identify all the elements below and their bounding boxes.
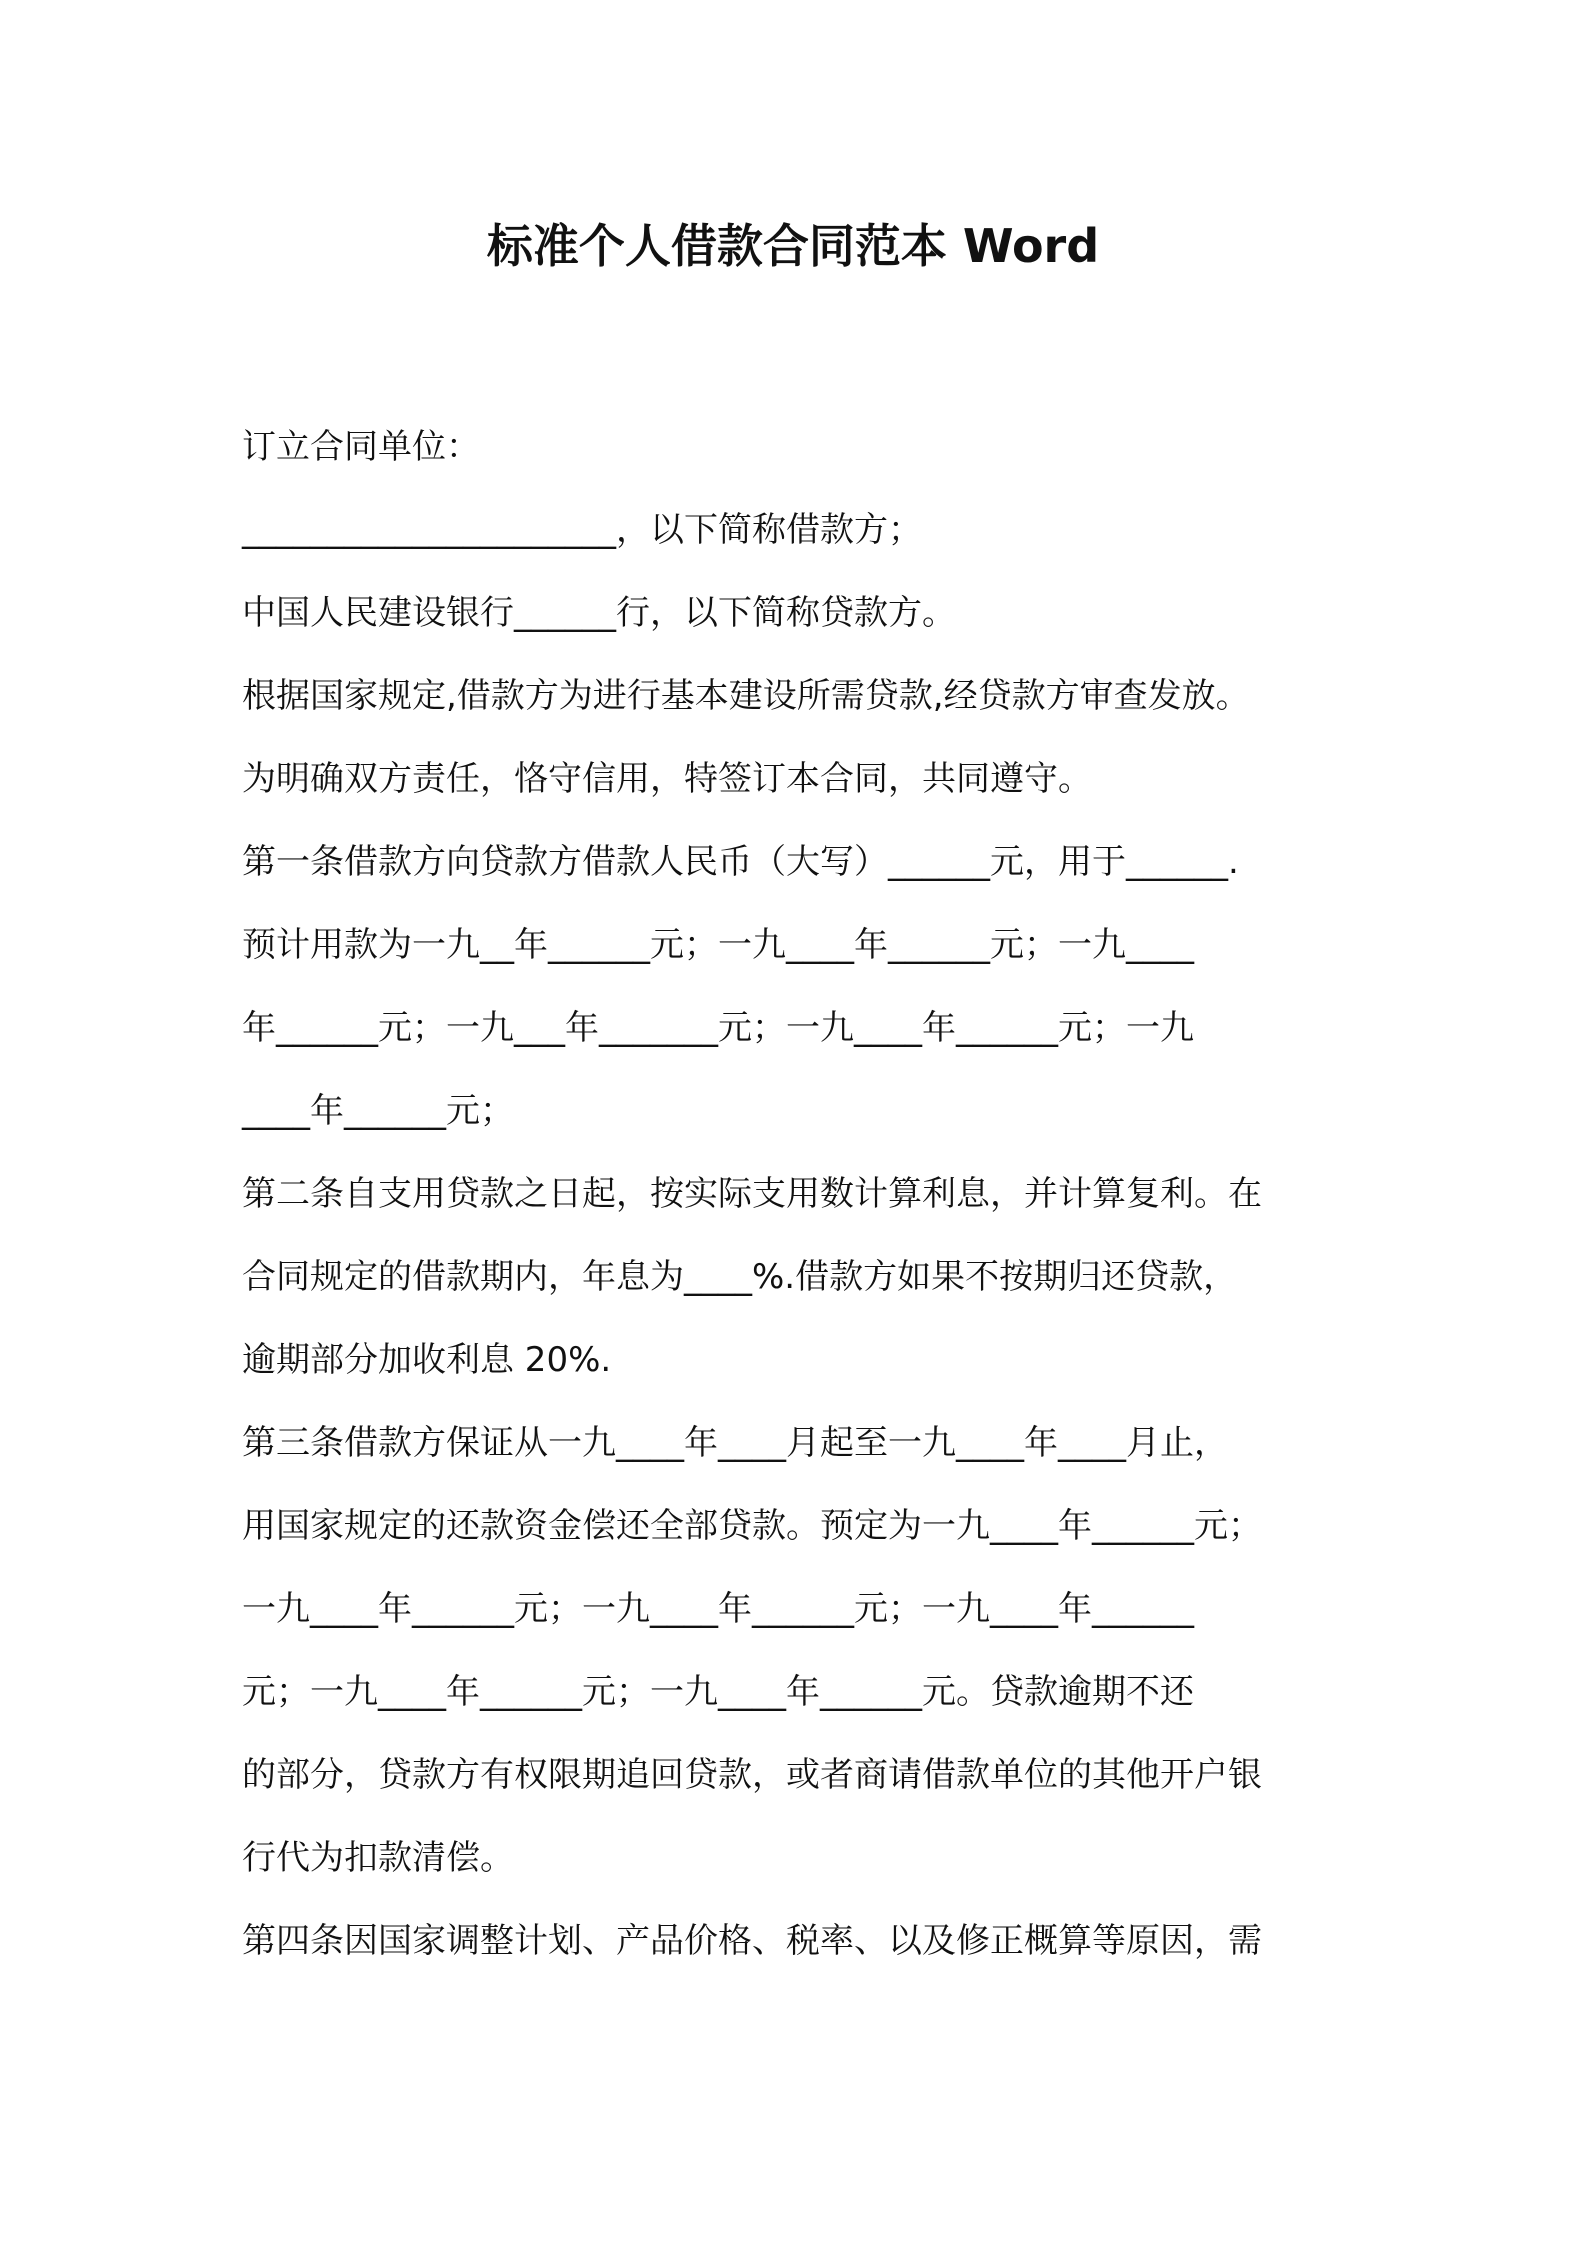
paragraph-line: ____年______元； xyxy=(242,1091,514,1131)
paragraph-line: 中国人民建设银行______行，以下简称贷款方。 xyxy=(242,593,956,633)
paragraph-line: 预计用款为一九__年______元；一九____年______元；一九____ xyxy=(242,925,1194,965)
paragraph-line: 第一条借款方向贷款方借款人民币（大写）______元，用于______. xyxy=(242,842,1239,882)
paragraph-line: 订立合同单位： xyxy=(242,427,480,467)
paragraph-line: ______________________，以下简称借款方； xyxy=(242,510,922,550)
paragraph-line: 第二条自支用贷款之日起，按实际支用数计算利息，并计算复利。在 xyxy=(242,1174,1262,1214)
paragraph-line: 逾期部分加收利息 20%. xyxy=(242,1340,612,1380)
paragraph-line: 第三条借款方保证从一九____年____月起至一九____年____月止， xyxy=(242,1423,1228,1463)
document-body xyxy=(242,406,1392,1983)
paragraph-line: 为明确双方责任，恪守信用，特签订本合同，共同遵守。 xyxy=(242,759,1092,799)
paragraph-line: 用国家规定的还款资金偿还全部贷款。预定为一九____年______元； xyxy=(242,1506,1262,1546)
paragraph-line: 的部分，贷款方有权限期追回贷款，或者商请借款单位的其他开户银 xyxy=(242,1755,1262,1795)
paragraph-line: 一九____年______元；一九____年______元；一九____年______ xyxy=(242,1589,1194,1629)
paragraph-line: 行代为扣款清偿。 xyxy=(242,1838,514,1878)
paragraph-line: 年______元；一九___年_______元；一九____年______元；一九 xyxy=(242,1008,1194,1048)
paragraph-line: 根据国家规定,借款方为进行基本建设所需贷款,经贷款方审查发放。 xyxy=(242,676,1250,716)
paragraph-line: 第四条因国家调整计划、产品价格、税率、以及修正概算等原因，需 xyxy=(242,1921,1262,1961)
paragraph-line: 合同规定的借款期内，年息为____%.借款方如果不按期归还贷款， xyxy=(242,1257,1238,1297)
document-title: 标准个人借款合同范本 Word xyxy=(486,219,1100,273)
paragraph-line: 元；一九____年______元；一九____年______元。贷款逾期不还 xyxy=(242,1672,1194,1712)
